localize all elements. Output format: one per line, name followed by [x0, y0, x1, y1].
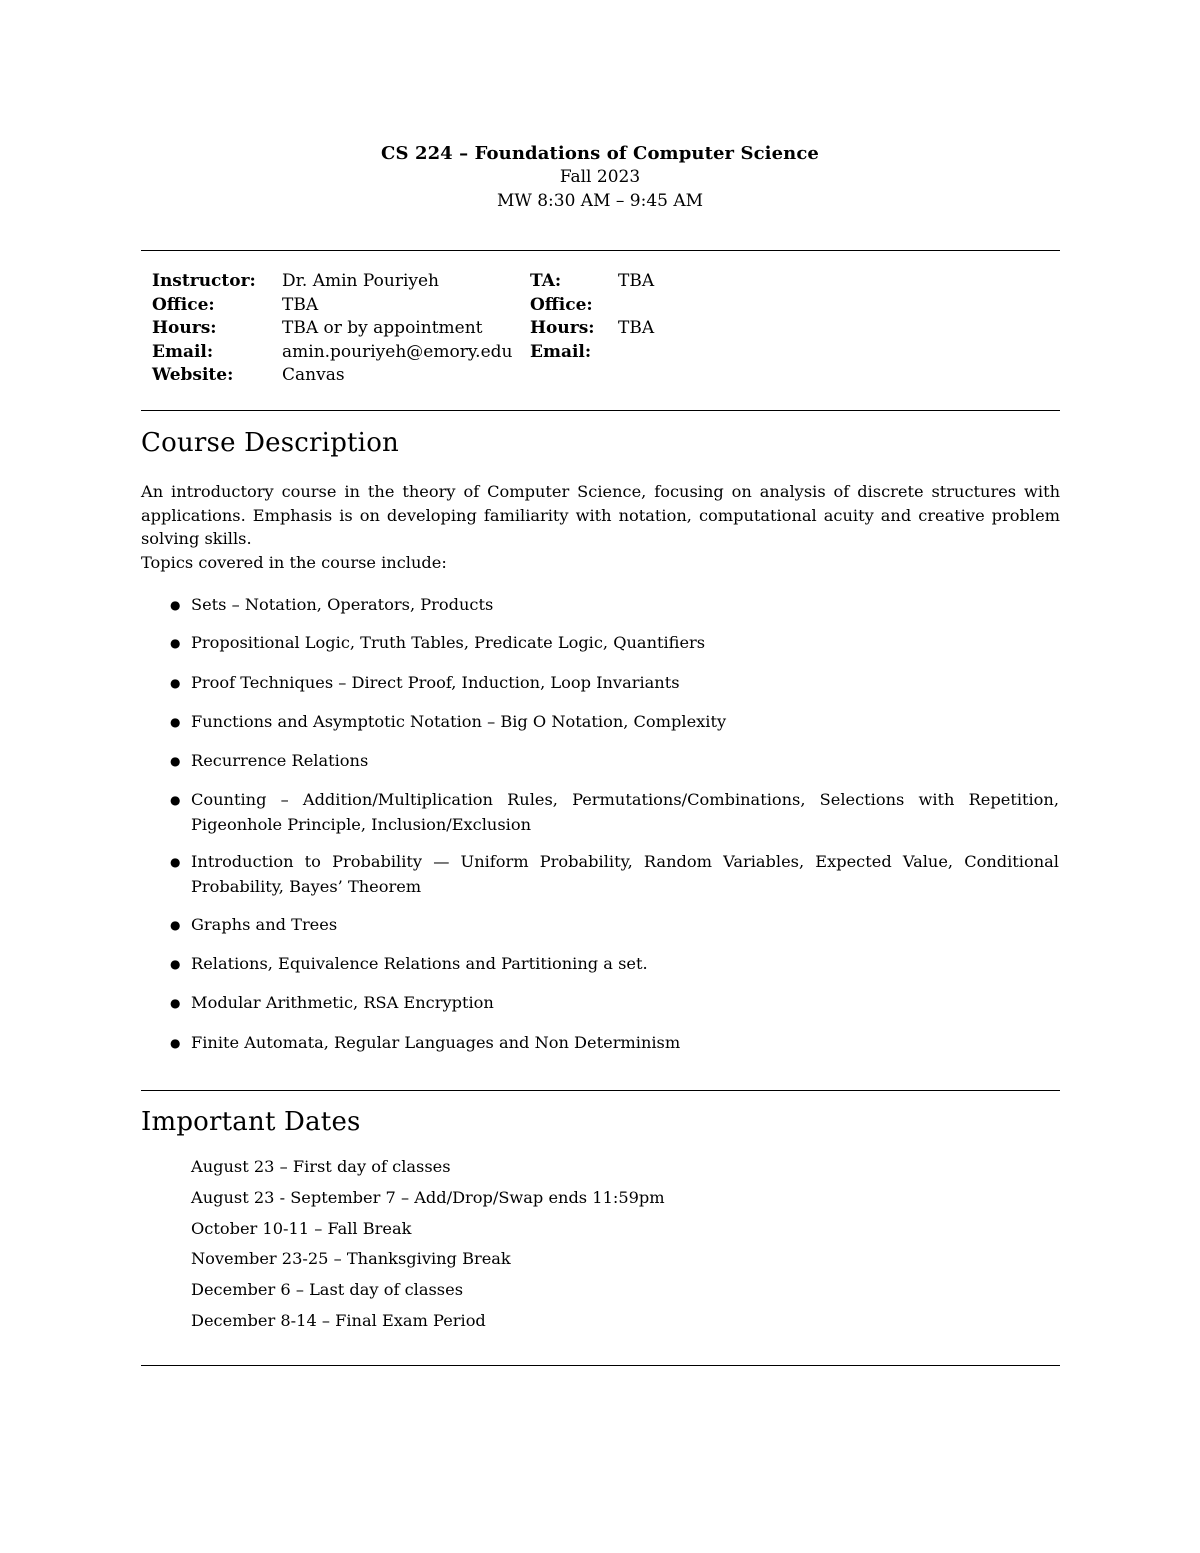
ta-label: TA: — [530, 271, 562, 291]
bullet-icon: ● — [170, 754, 181, 768]
office-value: TBA — [282, 294, 319, 315]
info-row-office — [152, 294, 654, 318]
ta-value: TBA — [618, 271, 655, 291]
topic-text: Introduction to Probability — Uniform Probability, Random Variables, Expected Value, Conditional Probability, Bayes’ Theorem — [191, 852, 1059, 896]
divider-bottom — [141, 1365, 1060, 1366]
hours-value: TBA or by appointment — [282, 318, 483, 339]
info-row-email — [152, 341, 654, 365]
topic-text: Modular Arithmetic, RSA Encryption — [191, 993, 494, 1012]
instructor-value: Dr. Amin Pouriyeh — [282, 271, 439, 291]
description-paragraph: An introductory course in the theory of Computer Science, focusing on analysis of discrete structures with applications. Emphasis is on developing familiarity with notation, computational acuity and creative problem solving skills. — [141, 482, 1060, 548]
date-item: December 8-14 – Final Exam Period — [191, 1310, 486, 1330]
topic-text: Functions and Asymptotic Notation – Big O Notation, Complexity — [191, 712, 727, 731]
topic-text: Propositional Logic, Truth Tables, Predicate Logic, Quantifiers — [191, 633, 706, 652]
bullet-icon: ● — [170, 676, 181, 690]
topic-text: Counting – Addition/Multiplication Rules, Permutations/Combinations, Selections with Repetition, Pigeonhole Principle, Inclusion/Exclusion — [191, 790, 1059, 834]
list-item — [170, 991, 1059, 1016]
divider-top — [141, 250, 1060, 251]
hours-label: Hours: — [152, 318, 217, 339]
bullet-icon: ● — [170, 996, 181, 1010]
office-label: Office: — [152, 294, 215, 315]
course-description — [141, 480, 1060, 574]
course-description-heading: Course Description — [141, 428, 400, 458]
topic-text: Graphs and Trees — [191, 915, 338, 934]
important-dates-heading: Important Dates — [141, 1107, 361, 1137]
course-schedule: MW 8:30 AM – 9:45 AM — [496, 191, 704, 211]
staff-info-table — [152, 270, 654, 388]
website-value[interactable]: Canvas — [282, 365, 345, 386]
topic-text: Relations, Equivalence Relations and Partitioning a set. — [191, 954, 648, 973]
topics-intro: Topics covered in the course include: — [141, 552, 447, 572]
website-label: Website: — [152, 365, 234, 386]
list-item — [170, 671, 1059, 696]
topic-text: Proof Techniques – Direct Proof, Induction, Loop Invariants — [191, 673, 680, 692]
list-item — [170, 1031, 1059, 1056]
course-title: CS 224 – Foundations of Computer Science — [381, 143, 819, 164]
ta-office-value — [618, 294, 654, 318]
divider-after-info — [141, 410, 1060, 411]
list-item — [170, 631, 1059, 656]
list-item — [170, 952, 1059, 977]
topic-text: Recurrence Relations — [191, 751, 369, 770]
email-label: Email: — [152, 341, 214, 362]
list-item — [170, 850, 1059, 899]
date-item: August 23 - September 7 – Add/Drop/Swap ends 11:59pm — [191, 1187, 665, 1207]
divider-after-description — [141, 1090, 1060, 1091]
list-item — [170, 710, 1059, 735]
info-row-website — [152, 364, 654, 388]
instructor-label: Instructor: — [152, 271, 256, 291]
list-item — [170, 749, 1059, 774]
bullet-icon: ● — [170, 598, 181, 612]
date-item: August 23 – First day of classes — [191, 1157, 451, 1176]
course-term: Fall 2023 — [559, 167, 641, 187]
bullet-icon: ● — [170, 793, 181, 807]
ta-office-label: Office: — [530, 294, 593, 315]
important-dates-list — [191, 1155, 665, 1340]
bullet-icon: ● — [170, 957, 181, 971]
info-row-hours — [152, 317, 654, 341]
topic-text: Finite Automata, Regular Languages and Non Determinism — [191, 1033, 681, 1052]
email-value[interactable]: amin.pouriyeh@emory.edu — [282, 341, 513, 362]
list-item — [170, 788, 1059, 837]
info-row-instructor — [152, 270, 654, 294]
list-item — [170, 913, 1059, 938]
list-item — [170, 593, 1059, 618]
date-item: November 23-25 – Thanksgiving Break — [191, 1249, 511, 1269]
bullet-icon: ● — [170, 855, 181, 869]
topic-text: Sets – Notation, Operators, Products — [191, 595, 494, 614]
bullet-icon: ● — [170, 715, 181, 729]
ta-email-label: Email: — [530, 341, 592, 362]
bullet-icon: ● — [170, 918, 181, 932]
ta-hours-value: TBA — [618, 318, 655, 339]
ta-email-value — [618, 341, 654, 365]
bullet-icon: ● — [170, 636, 181, 650]
date-item: December 6 – Last day of classes — [191, 1280, 464, 1300]
date-item: October 10-11 – Fall Break — [191, 1218, 412, 1238]
bullet-icon: ● — [170, 1036, 181, 1050]
ta-hours-label: Hours: — [530, 318, 595, 339]
